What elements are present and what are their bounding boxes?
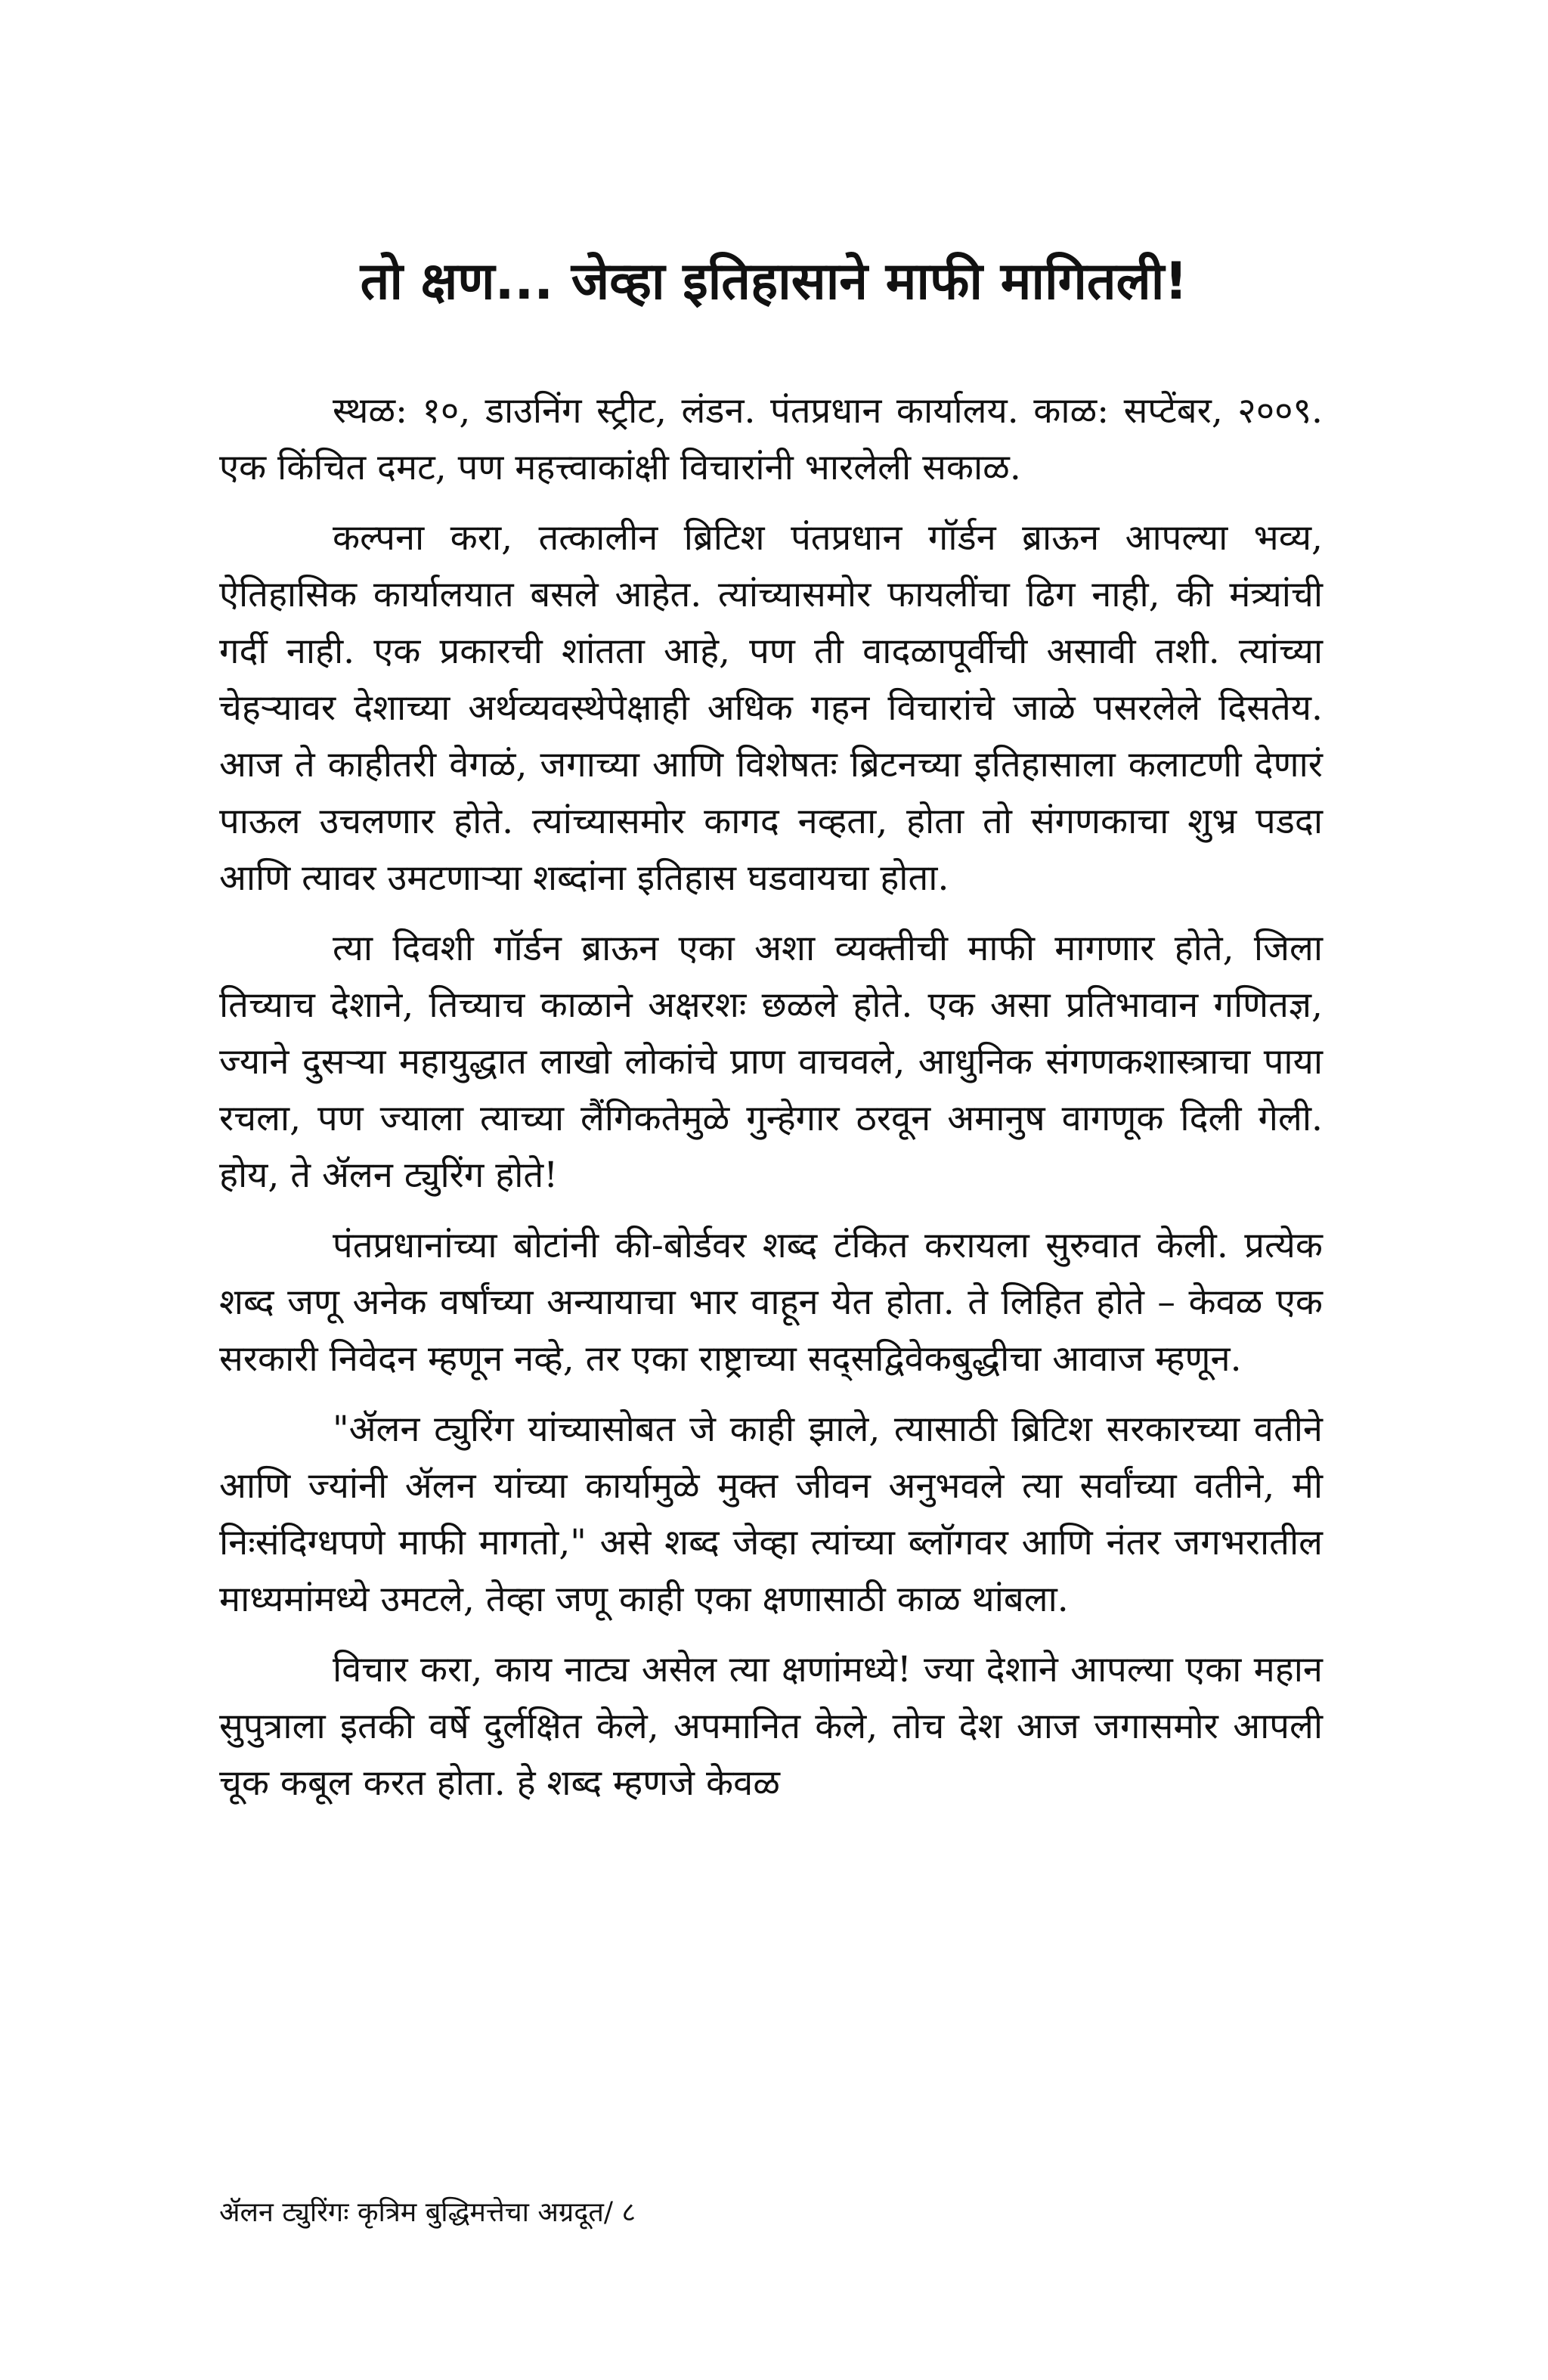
chapter-title: तो क्षण... जेव्हा इतिहासाने माफी मागितली!: [360, 252, 1188, 311]
paragraph-reflection: विचार करा, काय नाट्य असेल त्या क्षणांमध्ये! ज्या देशाने आपल्या एका महान सुपुत्राला इतकी वर्षे दुर्लक्षित केले, अपमानित केले, तोच देश आज जगासमोर आपली चूक कबूल करत होता. हे शब्द म्हणजे केवळ: [219, 1649, 1323, 1804]
paragraph-setting: स्थळ: १०, डाउनिंग स्ट्रीट, लंडन. पंतप्रधान कार्यालय. काळ: सप्टेंबर, २००९. एक किंचित दमट, पण महत्त्वाकांक्षी विचारांनी भारलेली सकाळ.: [219, 390, 1323, 488]
chapter-body: [219, 383, 1323, 1825]
paragraph-apology-quote: "ॲलन ट्युरिंग यांच्यासोबत जे काही झाले, त्यासाठी ब्रिटिश सरकारच्या वतीने आणि ज्यांनी ॲलन यांच्या कार्यामुळे मुक्त जीवन अनुभवले त्या सर्वांच्या वतीने, मी निःसंदिग्धपणे माफी मागतो," असे शब्द जेव्हा त्यांच्या ब्लॉगवर आणि नंतर जगभरातील माध्यमांमध्ये उमटले, तेव्हा जणू काही एका क्षणासाठी काळ थांबला.: [219, 1408, 1323, 1620]
paragraph-typing-apology: पंतप्रधानांच्या बोटांनी की-बोर्डवर शब्द टंकित करायला सुरुवात केली. प्रत्येक शब्द जणू अनेक वर्षांच्या अन्यायाचा भार वाहून येत होता. ते लिहित होते – केवळ एक सरकारी निवेदन म्हणून नव्हे, तर एका राष्ट्राच्या सद्सद्विवेकबुद्धीचा आवाज म्हणून.: [219, 1225, 1323, 1380]
page-footer: ॲलन ट्युरिंगः कृत्रिम बुद्धिमत्तेचा अग्रदूत/ ८: [219, 2197, 636, 2228]
paragraph-gordon-brown-office: कल्पना करा, तत्कालीन ब्रिटिश पंतप्रधान गॉर्डन ब्राऊन आपल्या भव्य, ऐतिहासिक कार्यालयात बसले आहेत. त्यांच्यासमोर फायलींचा ढिग नाही, की मंत्र्यांची गर्दी नाही. एक प्रकारची शांतता आहे, पण ती वादळापूर्वीची असावी तशी. त्यांच्या चेहऱ्यावर देशाच्या अर्थव्यवस्थेपेक्षाही अधिक गहन विचारांचे जाळे पसरलेले दिसतेय. आज ते काहीतरी वेगळं, जगाच्या आणि विशेषतः ब्रिटनच्या इतिहासाला कलाटणी देणारं पाऊल उचलणार होते. त्यांच्यासमोर कागद नव्हता, होता तो संगणकाचा शुभ्र पडदा आणि त्यावर उमटणाऱ्या शब्दांना इतिहास घडवायचा होता.: [219, 517, 1323, 899]
paragraph-alan-turing-intro: त्या दिवशी गॉर्डन ब्राऊन एका अशा व्यक्तीची माफी मागणार होते, जिला तिच्याच देशाने, तिच्याच काळाने अक्षरशः छळले होते. एक असा प्रतिभावान गणितज्ञ, ज्याने दुसऱ्या महायुद्धात लाखो लोकांचे प्राण वाचवले, आधुनिक संगणकशास्त्राचा पाया रचला, पण ज्याला त्याच्या लैंगिकतेमुळे गुन्हेगार ठरवून अमानुष वागणूक दिली गेली. होय, ते ॲलन ट्युरिंग होते!: [219, 928, 1323, 1196]
